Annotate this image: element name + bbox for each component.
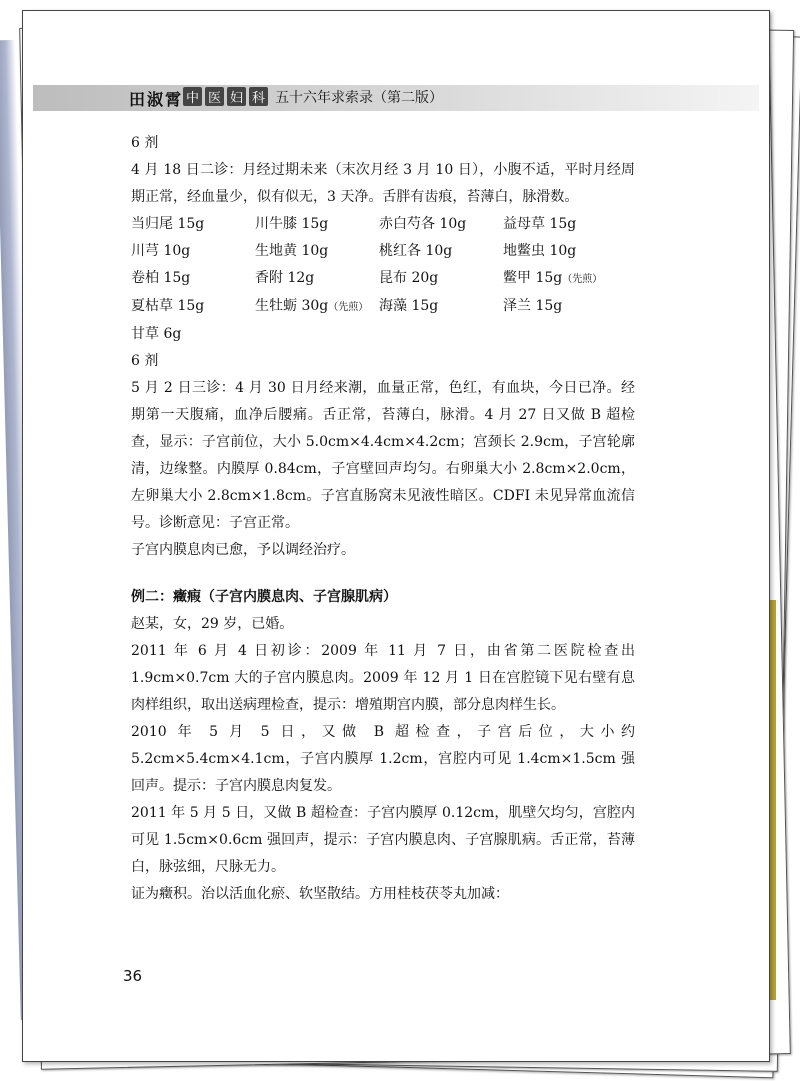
subject-char: 科 (249, 87, 268, 106)
herb-item: 地鳖虫 10g (503, 243, 577, 259)
book-title (183, 87, 443, 107)
herb-item: 川牛膝 15g (255, 216, 329, 232)
herb-item: 泽兰 15g (503, 298, 563, 314)
book-title-rest: 五十六年求索录（第二版） (275, 90, 444, 106)
page-body (103, 130, 635, 908)
herb-item: 生地黄 10g (255, 243, 329, 259)
herb-item: 鳖甲 15g（先煎） (503, 270, 603, 286)
case-heading: 例二：癥瘕（子宫内膜息肉、子宫腺肌病） (131, 589, 397, 605)
herb-item: 当归尾 15g (131, 216, 205, 232)
paragraph-diagnosis: 证为癥积。治以活血化瘀、软坚散结。方用桂枝茯苓丸加减： (131, 886, 509, 902)
subject-char: 中 (183, 87, 202, 106)
dose-line: 6 剂 (131, 353, 159, 369)
herb-item: 夏枯草 15g (131, 298, 205, 314)
page-number: 36 (123, 967, 143, 985)
herb-item: 甘草 6g (131, 326, 182, 342)
patient-info: 赵某，女，29 岁，已婚。 (131, 616, 294, 632)
subject-char: 妇 (227, 87, 246, 106)
dose-line: 6 剂 (131, 135, 159, 151)
herb-item: 川芎 10g (131, 243, 191, 259)
herb-item: 香附 12g (255, 270, 315, 286)
paragraph-exam-2010: 2010 年 5 月 5 日，又做 B 超检查，子宫后位，大小约 5.2cm×5.4cm×4.1cm，子宫内膜厚 1.2cm，宫腔内可见 1.4cm×1.5cm 强回声。提示：子宫内膜息肉复发。 (131, 724, 635, 794)
running-header (33, 85, 759, 111)
author-brand: 田淑霄 (129, 90, 184, 109)
herb-item: 桃红各 10g (379, 243, 453, 259)
herb-note: （先煎） (328, 302, 369, 313)
herb-item: 益母草 15g (503, 216, 577, 232)
paragraph-second-visit: 4 月 18 日二诊：月经过期未来（末次月经 3 月 10 日），小腹不适，平时月经周期正常，经血量少，似有似无，3 天净。舌胖有齿痕，苔薄白，脉滑数。 (131, 162, 635, 205)
herb-item: 卷柏 15g (131, 270, 191, 286)
herb-item: 生牡蛎 30g（先煎） (255, 298, 369, 314)
herb-note: （先煎） (562, 274, 603, 285)
paragraph-exam-2011: 2011 年 5 月 5 日，又做 B 超检查：子宫内膜厚 0.12cm，肌壁欠均匀，宫腔内可见 1.5cm×0.6cm 强回声，提示：子宫内膜息肉、子宫腺肌病。舌正常，苔薄白，脉弦细，尺脉无力。 (131, 805, 635, 875)
herb-item: 赤白芍各 10g (379, 216, 467, 232)
paragraph-conclusion: 子宫内膜息肉已愈，予以调经治疗。 (131, 542, 355, 558)
paragraph-third-visit: 5 月 2 日三诊：4 月 30 日月经来潮，血量正常，色红，有血块，今日已净。经期第一天腹痛，血净后腰痛。舌正常，苔薄白，脉滑。4 月 27 日又做 B 超检查，显示：子宫前位，大小 5.0cm×4.4cm×4.2cm；宫颈长 2.9cm，子宫轮廓清，边缘整。内膜厚 0.84cm，子宫壁回声均匀。右卵巢大小 2.8cm×2.0cm，左卵巢大小 2.8cm×1.8cm。子宫直肠窝未见液性暗区。CDFI 未见异常血流信号。诊断意见：子宫正常。 (131, 380, 635, 531)
herb-item: 海藻 15g (379, 298, 439, 314)
subject-char: 医 (205, 87, 224, 106)
paragraph-first-visit: 2011 年 6 月 4 日初诊：2009 年 11 月 7 日，由省第二医院检查出 1.9cm×0.7cm 大的子宫内膜息肉。2009 年 12 月 1 日在宫腔镜下见右壁有息肉样组织，取出送病理检查，提示：增殖期宫内膜，部分息肉样生长。 (131, 643, 635, 713)
herb-list (103, 211, 635, 348)
herb-item: 昆布 20g (379, 270, 439, 286)
